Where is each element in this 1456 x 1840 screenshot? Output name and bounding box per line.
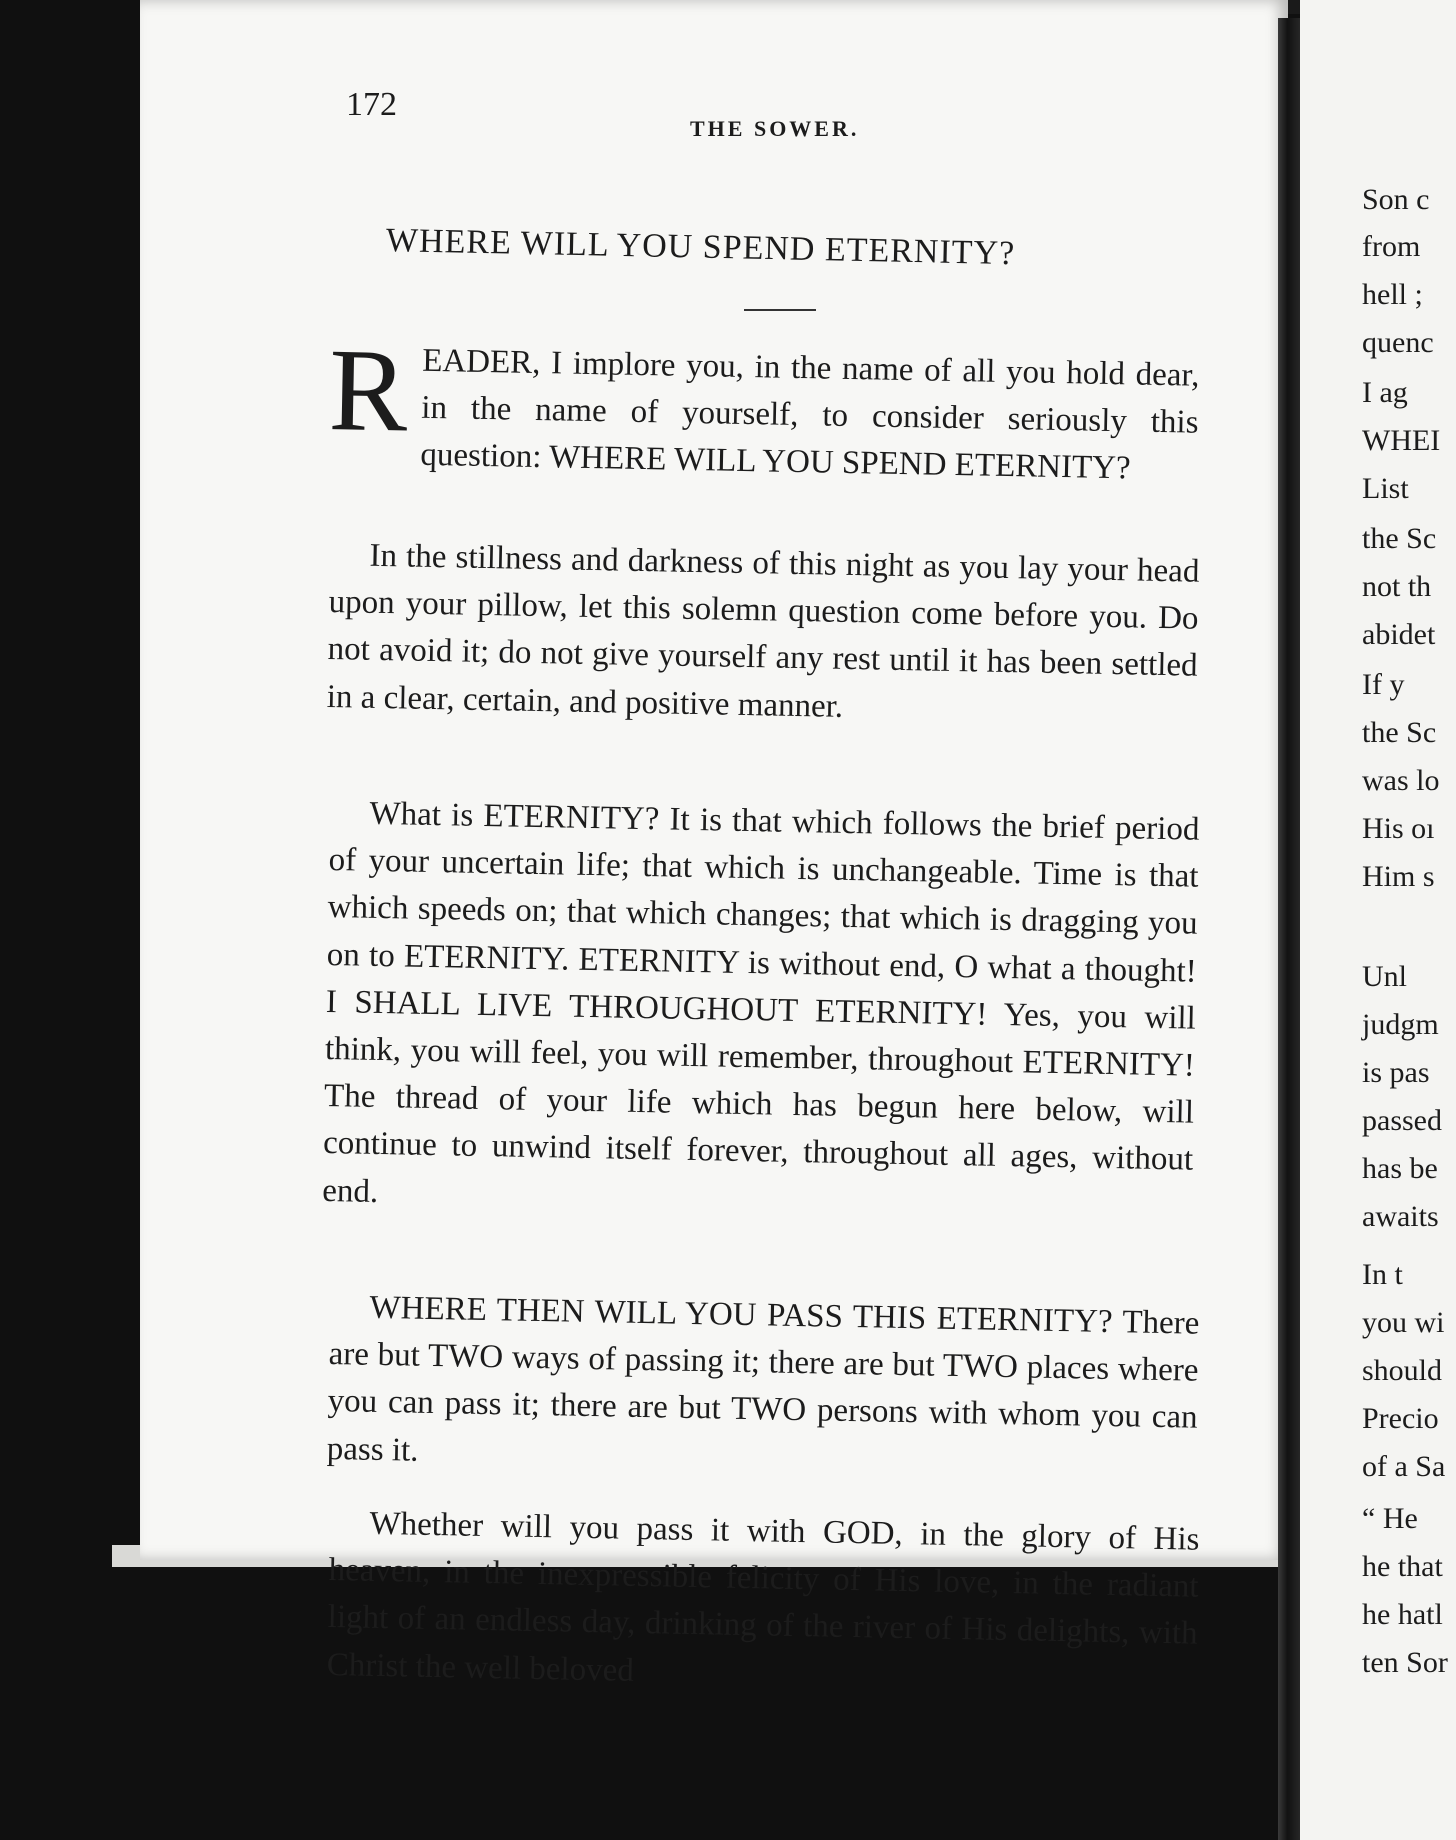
facing-page-line: not th — [1362, 570, 1432, 603]
facing-page-line: has be — [1362, 1152, 1438, 1185]
facing-page-line: Precio — [1362, 1402, 1439, 1435]
facing-page-line: abidet — [1362, 618, 1436, 651]
paragraph-text: EADER, I implore you, in the name of all you hold dear, in the name of yourself, to consider seriously this question: WHERE WILL YOU SPEND ETERNITY? — [420, 342, 1200, 487]
paragraph-2: In the stillness and darkness of this night as you lay your head upon your pillow, let this solemn question come before you. Do not avoid it; do not give yourself any rest until it has been settled in a clear, certain, and positive manner. — [326, 537, 1200, 725]
facing-page-line: is pas — [1362, 1056, 1430, 1089]
facing-page-line: List — [1362, 472, 1409, 505]
facing-page-line: judgm — [1362, 1008, 1439, 1041]
facing-page-line: quenc — [1362, 326, 1434, 359]
facing-page-line: If y — [1362, 668, 1405, 701]
facing-page-line: awaits — [1362, 1200, 1439, 1233]
article-title: WHERE WILL YOU SPEND ETERNITY? — [385, 222, 1016, 273]
facing-page-line: “ He — [1362, 1502, 1418, 1535]
facing-page-line: from — [1362, 230, 1421, 263]
facing-page-line: Unl — [1362, 960, 1407, 993]
page-number: 172 — [346, 86, 397, 123]
facing-page-line: In t — [1362, 1258, 1403, 1291]
book-gutter — [1278, 18, 1302, 1840]
facing-page-line: WHEI — [1362, 424, 1441, 457]
facing-page-line: passed — [1362, 1104, 1442, 1137]
facing-page-line: hell ; — [1362, 278, 1423, 311]
paragraph-4: WHERE THEN WILL YOU PASS THIS ETERNITY? There are but TWO ways of passing it; there are but TWO places where you can pass it; there are but TWO persons with whom you can pass it. — [326, 1289, 1200, 1469]
drop-cap: R — [327, 324, 409, 457]
facing-page-line: I ag — [1362, 376, 1408, 409]
facing-page-line: Son c — [1362, 183, 1430, 216]
facing-page-line: His oı — [1362, 812, 1435, 845]
facing-page-line: Him s — [1362, 860, 1435, 893]
running-head: THE SOWER. — [690, 116, 860, 141]
facing-page-line: was lo — [1362, 764, 1440, 797]
facing-page-line: should — [1362, 1354, 1443, 1387]
facing-page-line: ten Sor — [1362, 1646, 1448, 1679]
facing-page-line: the Sc — [1362, 522, 1437, 555]
facing-page-line: you wi — [1362, 1306, 1445, 1339]
title-rule — [744, 309, 816, 311]
paragraph-3: What is ETERNITY? It is that which follows the brief period of your uncertain life; that which is unchangeable. Time is that which speeds on; that which changes; that which is dragging you on to ETERNITY. ETERNITY is without end, O what a thought! I SHALL LIVE THROUGHOUT ETERNITY! Yes, you will think, you will feel, you will remember, throughout ETERNITY! The thread of your life which has begun here below, will continue to unwind itself forever, throughout all ages, without end. — [321, 795, 1200, 1210]
facing-page-line: of a Sa — [1362, 1450, 1446, 1483]
facing-page-line: he that — [1362, 1550, 1443, 1583]
paragraph-5: Whether will you pass it with GOD, in the glory of His heaven, in the inexpressible felicity of His love, in the radiant light of an endless day, drinking of the river of His delights, with Christ the well beloved — [326, 1505, 1200, 1689]
facing-page-line: he hatl — [1362, 1598, 1443, 1631]
paragraph-1 — [327, 324, 1200, 494]
facing-page-line: the Sc — [1362, 716, 1437, 749]
